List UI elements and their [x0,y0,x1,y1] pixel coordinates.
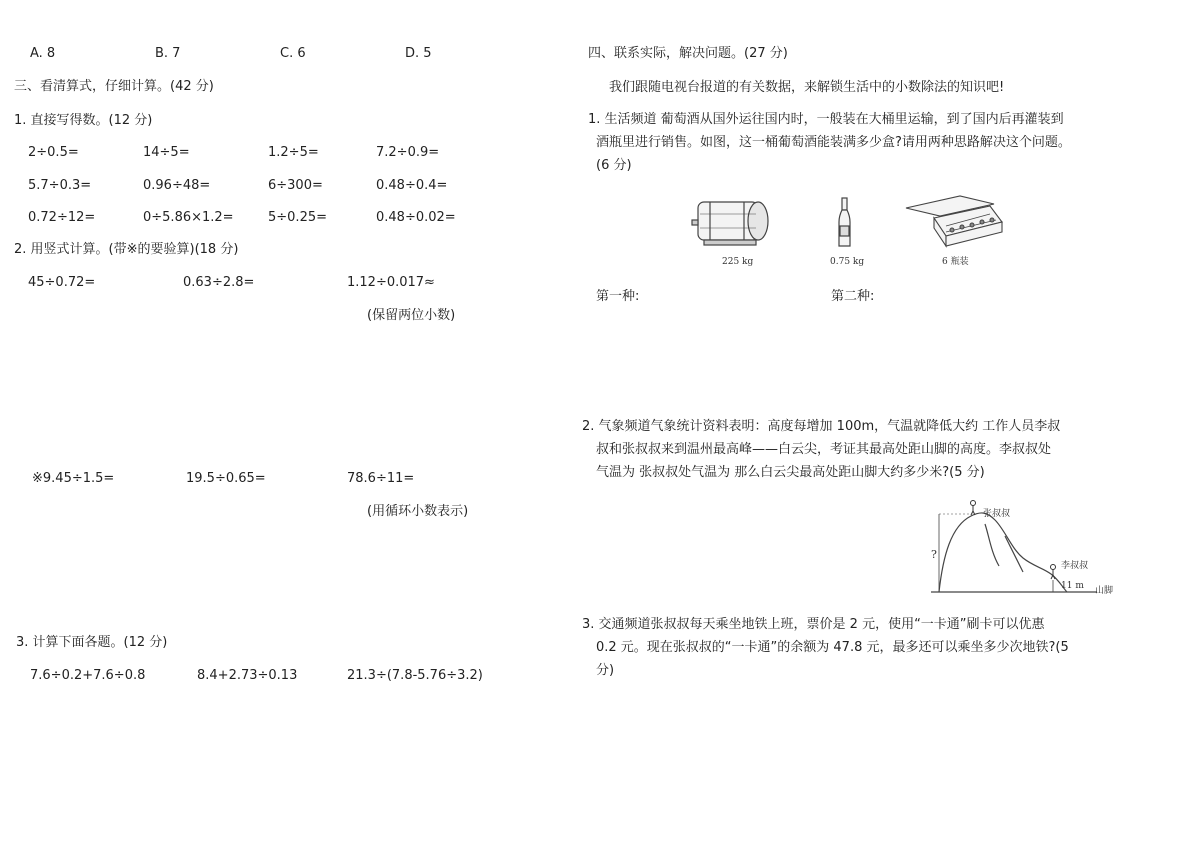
bottle-label: 0.75 kg [830,257,865,267]
q1-item: 0.48÷0.4= [376,178,448,193]
person-mid-label: 李叔叔 [1061,561,1089,571]
method1-label: 第一种: [596,289,640,304]
q1-item: 7.2÷0.9= [376,145,440,160]
q1-item: 2÷0.5= [28,145,79,160]
problem3-line: 分) [596,663,615,678]
q1-item: 0÷5.86×1.2= [143,210,234,225]
q1-item: 6÷300= [268,178,323,193]
mountain-illustration [925,496,1125,600]
box-image [906,196,1002,246]
height-11m-label: 11 m [1061,581,1084,591]
q1-item: 14÷5= [143,145,190,160]
q3-item: 8.4+2.73÷0.13 [197,668,298,683]
section4-title: 四、联系实际，解决问题。(27 分) [588,46,788,61]
wine-illustration [690,190,1020,270]
q3-item: 21.3÷(7.8-5.76÷3.2) [347,668,483,683]
q3-item: 7.6÷0.2+7.6÷0.8 [30,668,146,683]
q2-note: (保留两位小数) [367,308,456,323]
box-label: 6 瓶装 [942,257,969,267]
section4-intro: 我们跟随电视台报道的有关数据，来解锁生活中的小数除法的知识吧! [609,80,1005,95]
section3-title: 三、看清算式，仔细计算。(42 分) [14,79,214,94]
person-top-icon [971,501,976,516]
problem2-line: 2. 气象频道气象统计资料表明：高度每增加 100m，气温就降低大约 工作人员李叔 [582,419,1061,434]
problem1-line: 酒瓶里进行销售。如图，这一桶葡萄酒能装满多少盒?请用两种思路解决这个问题。 [596,135,1071,150]
q2-title: 2. 用竖式计算。(带※的要验算)(18 分) [14,242,239,257]
problem2-line: 叔和张叔叔来到温州最高峰——白云尖，考证其最高处距山脚的高度。李叔叔处 [596,442,1052,457]
q2-item: 19.5÷0.65= [186,471,266,486]
person-top-label: 张叔叔 [983,509,1011,519]
option-b: B. 7 [155,46,181,61]
bottle-image [839,198,850,246]
q1-item: 0.72÷12= [28,210,96,225]
problem1-line: 1. 生活频道 葡萄酒从国外运往国内时，一般装在大桶里运输，到了国内后再灌装到 [588,112,1064,127]
barrel-image [692,202,768,245]
q1-title: 1. 直接写得数。(12 分) [14,113,153,128]
q2-item: 0.63÷2.8= [183,275,255,290]
option-d: D. 5 [405,46,432,61]
height-question-mark: ? [931,548,937,561]
q3-title: 3. 计算下面各题。(12 分) [16,635,168,650]
problem1-line: (6 分) [596,158,632,173]
option-c: C. 6 [280,46,306,61]
mountain-foot-label: 山脚 [1095,586,1114,596]
barrel-label: 225 kg [722,257,754,267]
q2-item: 78.6÷11= [347,471,415,486]
problem3-line: 0.2 元。现在张叔叔的“一卡通”的余额为 47.8 元，最多还可以乘坐多少次地铁?(5 [596,640,1069,655]
q1-item: 1.2÷5= [268,145,319,160]
q1-item: 0.48÷0.02= [376,210,456,225]
q2-note: (用循环小数表示) [367,504,469,519]
q2-item: ※9.45÷1.5= [32,471,115,486]
q2-item: 1.12÷0.017≈ [347,275,435,290]
problem2-line: 气温为 张叔叔处气温为 那么白云尖最高处距山脚大约多少米?(5 分) [596,465,985,480]
q1-item: 0.96÷48= [143,178,211,193]
problem3-line: 3. 交通频道张叔叔每天乘坐地铁上班，票价是 2 元，使用“一卡通”刷卡可以优惠 [582,617,1045,632]
option-a: A. 8 [30,46,56,61]
q1-item: 5.7÷0.3= [28,178,92,193]
q1-item: 5÷0.25= [268,210,328,225]
q2-item: 45÷0.72= [28,275,96,290]
method2-label: 第二种: [831,289,875,304]
